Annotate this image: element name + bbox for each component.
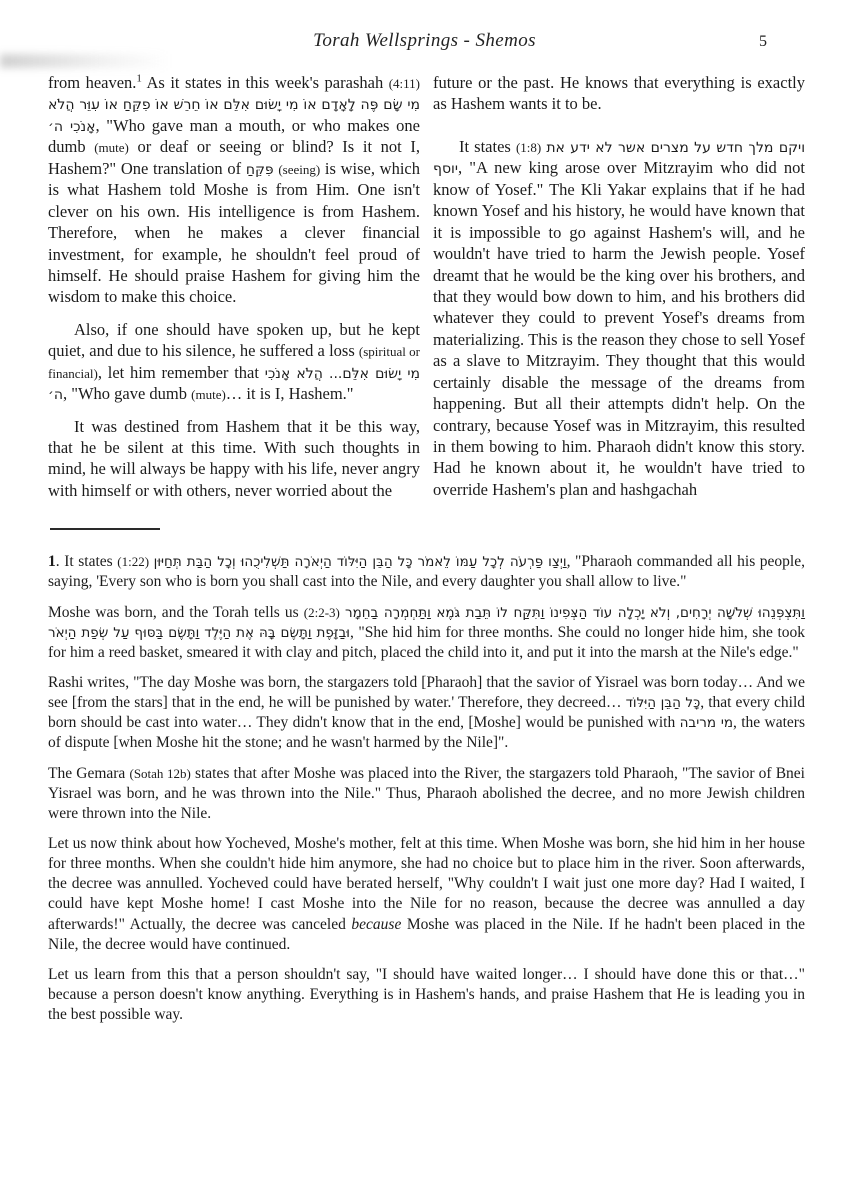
- footnote-paragraph: Let us now think about how Yocheved, Moshe's mother, felt at this time. When Moshe was born, she hid him in her house for three months. When she couldn't hide him anymore, she had no choice but to place him in the river. Soon afterwards, the decree was annulled. Yocheved could have berated herself, "Why couldn't I wait just one more day? Had I waited, I could have kept Moshe home! I cast Moshe into the Nile for no reason, because the decree was annulled a day afterwards!" Actually, the decree was canceled because Moshe was placed in the Nile. If he hadn't been placed in the Nile, the decree would have continued.: [48, 835, 805, 953]
- body-paragraph: from heaven.$^1$ As it states in this week's parashah (4:11) מִי שָׂם פֶּה לָאָדָם אוֹ מִי יָשׂוּם אִלֵּם אוֹ חֵרֵשׁ אוֹ פִקֵּחַ אוֹ עִוֵּר הֲלֹא אָנֹכִי ה׳, "Who gave man a mouth, or who makes one dumb (mute) or deaf or seeing or blind? Is it not I, Hashem?" One translation of פִּקֵּחַ (seeing) is wise, which is what Hashem told Moshe is from Him. One isn't clever on his own. His intelligence is from Hashem. Therefore, when he makes a clever financial investment, for example, he shouldn't feel proud of himself. He should praise Hashem for giving him the wisdom to make this choice.: [48, 72, 421, 307]
- body-paragraph: Also, if one should have spoken up, but he kept quiet, and due to his silence, he suffered a loss (spiritual or financial), let him remember that מִי יָשׂוּם אִלֵּם... הֲלֹא אָנֹכִי ה׳, "Who gave dumb (mute)… it is I, Hashem.": [48, 319, 421, 404]
- body-paragraph: It states (1:8) ויקם מלך חדש על מצרים אשר לא ידע את יוסף, "A new king arose over Mitzrayim who did not know of Yosef." The Kli Yakar explains that if he had known Yosef and his history, he would have known that it is impossible to go against Hashem's will, and he wouldn't have tried to harm the Jewish people. Yosef dreamt that he would be the king over his brothers, and that they would bow down to him, and his brothers did whatever they could to prevent Yosef's dreams from materializing. This is the reason they chose to sell Yosef as a slave to Mitzrayim. They thought that this would certainly disable the message of the dreams from happening. But all their attempts didn't help. On the contrary, because Yosef was in Mitzrayim, this resulted in them bowing to him. Pharaoh didn't know this story. Had he known about it, he wouldn't have tried to override Hashem's plan and hashgachah: [433, 136, 806, 499]
- body-columns: [0, 58, 849, 512]
- right-column: [433, 72, 805, 512]
- page-title: Torah Wellsprings - Shemos: [313, 30, 536, 51]
- left-column: [48, 72, 420, 512]
- footnote-paragraph: Rashi writes, "The day Moshe was born, the stargazers told [Pharaoh] that the savior of Yisrael was born today… And we see [from the stars] that in the end, he will be punished by water.' Therefore, they decreed… כָּל הַבֵּן הַיִּלּוֹד, that every child born should be cast into water… They didn't know that in the end, [Moshe] would be punished with מי מריבה, the waters of dispute [when Moshe hit the stone; and he wasn't harmed by the Nile]".: [48, 674, 806, 752]
- footnote-separator: [50, 528, 160, 530]
- footnote-paragraph: Let us learn from this that a person shouldn't say, "I should have waited longer… I should have done this or that…" because a person doesn't know anything. Everything is in Hashem's hands, and praise Hashem that He is leading you in the best possible way.: [48, 965, 805, 1024]
- page-number: 5: [759, 33, 767, 50]
- footnote-paragraph: The Gemara (Sotah 12b) states that after Moshe was placed into the River, the stargazers told Pharaoh, "The savior of Bnei Yisrael was born, and he was thrown into the Nile." Thus, Pharaoh abolished the decree, and no more Jewish children were thrown into the Nile.: [48, 764, 805, 822]
- footnote-paragraph: Moshe was born, and the Torah tells us (2:2-3) וַתִּצְפְּנֵהוּ שְׁלֹשָׁה יְרָחִים, וְלֹא יָכְלָה עוֹד הַצְּפִינוֹ וַתִּקַּח לוֹ תֵּבַת גֹּמֶא וַתַּחְמְרָה בַחֵמָר וּבַזָּפֶת וַתָּשֶׂם בָּהּ אֶת הַיֶּלֶד וַתָּשֶׂם בַּסּוּף עַל שְׂפַת הַיְאֹר, "She hid him for three months. She could no longer hide him, she took for him a reed basket, smeared it with clay and pitch, placed the child into it, and put it into the marsh at the Nile's edge.": [48, 603, 805, 661]
- page-header: [0, 0, 849, 58]
- body-paragraph: future or the past. He knows that everything is exactly as Hashem wants it to be.: [433, 73, 805, 114]
- footnote-paragraph: 1. It states (1:22) וַיְצַו פַּרְעֹה לְכָל עַמּוֹ לֵאמֹר כָּל הַבֵּן הַיִּלּוֹד הַיְאֹרָה תַּשְׁלִיכֻהוּ וְכָל הַבַּת תְּחַיּוּן, "Pharaoh commanded all his people, saying, 'Every son who is born you shall cast into the Nile, and every daughter you shall allow to live.": [48, 553, 805, 591]
- body-paragraph: It was destined from Hashem that it be this way, that he be silent at this time. With such thoughts in mind, he will always be happy with his life, never angry with himself or with others, never worried about the: [48, 416, 420, 500]
- footnotes-section: [0, 552, 849, 1025]
